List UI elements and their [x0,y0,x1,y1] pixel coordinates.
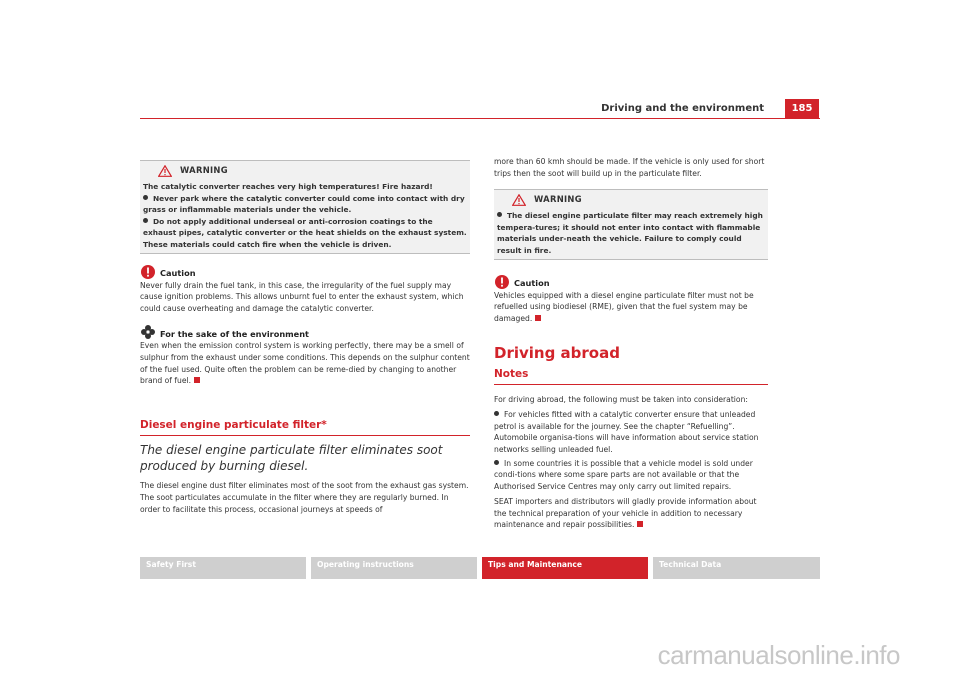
caution-text: Vehicles equipped with a diesel engine particulate filter must not be refuelled using biodiesel (RME), given that the fuel system may be damaged. [494,290,754,323]
tab-tips-and-maintenance[interactable]: Tips and Maintenance [482,557,648,579]
diesel-filter-lead: The diesel engine particulate filter eliminates soot produced by burning diesel. [140,443,443,474]
end-mark-icon [194,377,200,383]
warning-bullet: The diesel engine particulate filter may reach extremely high tempera-tures; it should not enter into contact with flammable materials under-neath the vehicle. Failure to comply could result in fire. [497,211,763,255]
tab-operating-instructions[interactable]: Operating instructions [311,557,477,579]
end-mark-icon [637,521,643,527]
caution-icon [494,274,510,290]
caution-heading: Caution [140,260,470,280]
abroad-closing: SEAT importers and distributors will gladly provide information about the technical preparation of your vehicle in addition to necessary maintenance and repair possibilities. [494,497,757,530]
bullet-icon [143,218,148,223]
warning-box-catalytic [140,160,470,254]
warning-bullet: Do not apply additional underseal or anti-corrosion coatings to the exhaust pipes, catalytic converter or the heat shields on the exhaust system. These materials could catch fire when the vehicle is driven. [143,216,467,249]
notes-heading: Notes [494,367,529,380]
left-column [140,160,470,515]
abroad-bullet: For vehicles fitted with a catalytic converter ensure that unleaded petrol is available for the journey. See the chapter “Refuelling”. Automobile organisa-tions will have information about service station networks selling unleaded fuel. [494,410,759,454]
caution-text: Never fully drain the fuel tank, in this case, the irregularity of the fuel supply may cause ignition problems. This allows unburnt fuel to enter the exhaust system, which could cause overheating and damage the catalytic converter. [140,280,464,313]
abroad-intro: For driving abroad, the following must be taken into consideration: [494,394,748,404]
warning-triangle-icon [158,165,172,177]
warning-title: WARNING [534,194,582,205]
heading-rule [140,435,470,436]
bullet-icon [494,460,499,465]
diesel-filter-heading: Diesel engine particulate filter* [140,418,327,431]
warning-bullet: Never park where the catalytic converter could come into contact with dry grass or inflammable materials under the vehicle. [143,193,465,215]
right-column [494,156,768,531]
bullet-icon [497,212,502,217]
driving-abroad-heading: Driving abroad [494,344,620,363]
heading-rule [494,384,768,385]
section-title: Driving and the environment [601,103,764,114]
warning-title: WARNING [180,165,228,176]
warning-box-diesel [494,189,768,259]
flower-icon [140,324,156,340]
bullet-icon [143,195,148,200]
bullet-icon [494,411,499,416]
page-number: 185 [785,99,819,118]
caution-heading: Caution [494,270,768,290]
warning-triangle-icon [512,194,526,206]
environment-heading: For the sake of the environment [140,320,470,340]
diesel-filter-text: The diesel engine dust filter eliminates most of the soot from the exhaust gas system. The soot particulates accumulate in the filter where they are regularly burned. In order to facilitate this process, occasional journeys at speeds of [140,481,469,514]
tab-technical-data[interactable]: Technical Data [653,557,820,579]
header-rule [140,118,820,119]
abroad-bullet: In some countries it is possible that a vehicle model is sold under condi-tions where some spare parts are not available or that the Authorised Service Centres may only carry out limited repairs. [494,458,753,491]
watermark: carmanualsonline.info [657,640,900,670]
continued-text: more than 60 kmh should be made. If the vehicle is only used for short trips then the soot will build up in the particulate filter. [494,157,765,178]
tab-safety-first[interactable]: Safety First [140,557,306,579]
caution-icon [140,264,156,280]
end-mark-icon [535,315,541,321]
environment-text: Even when the emission control system is working perfectly, there may be a smell of sulphur from the exhaust under some conditions. This depends on the sulphur content of the fuel used. Quite often the problem can be reme-died by changing to another brand of fuel. [140,341,470,386]
warning-lead: The catalytic converter reaches very high temperatures! Fire hazard! [143,182,433,191]
